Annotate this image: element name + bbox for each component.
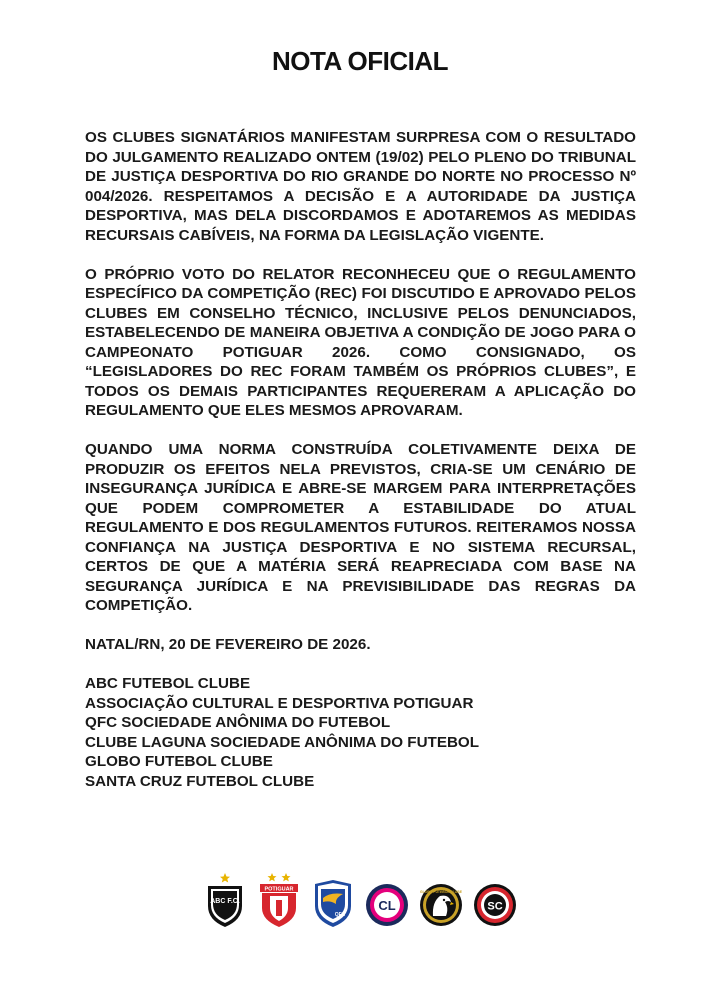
globo-crest-icon [418, 872, 464, 928]
signatory-item: ABC FUTEBOL CLUBE [85, 675, 251, 692]
svg-text:SC: SC [487, 900, 503, 913]
statement-paragraph-1: OS CLUBES SIGNATÁRIOS MANIFESTAM SURPRESA COM O RESULTADO DO JULGAMENTO REALIZADO ONTEM (19/02) PELO PLENO DO TRIBUNAL DE JUSTIÇA DESPORTIVA DO RIO GRANDE DO NORTE NO PROCESSO Nº 004/2026. RESPEITAMOS A DECISÃO E A AUTORIDADE DA JUSTIÇA DESPORTIVA, MAS DELA DISCORDAMOS E ADOTAREMOS AS MEDIDAS RECURSAIS CABÍVEIS, NA FORMA DA LEGISLAÇÃO VIGENTE. [85, 129, 636, 244]
date-line: NATAL/RN, 20 DE FEVEREIRO DE 2026. [85, 636, 371, 653]
signatory-item: GLOBO FUTEBOL CLUBE [85, 753, 273, 770]
statement-paragraph-2: O PRÓPRIO VOTO DO RELATOR RECONHECEU QUE O REGULAMENTO ESPECÍFICO DA COMPETIÇÃO (REC) FOI DISCUTIDO E APROVADO PELOS CLUBES EM CONSELHO TÉCNICO, INCLUSIVE PELOS DENUNCIADOS, ESTABELECENDO DE MANEIRA OBJETIVA A CONDIÇÃO DE JOGO PARA O CAMPEONATO POTIGUAR 2026. COMO CONSIGNADO, OS “LEGISLADORES DO REC FORAM TAMBÉM OS PRÓPRIOS CLUBES”, E TODOS OS DEMAIS PARTICIPANTES REQUERERAM A APLICAÇÃO DO REGULAMENTO QUE ELES MESMOS APROVARAM. [85, 265, 636, 419]
signatory-list [85, 674, 636, 791]
signatory-item: CLUBE LAGUNA SOCIEDADE ANÔNIMA DO FUTEBOL [85, 733, 480, 751]
page-title: NOTA OFICIAL [272, 46, 448, 76]
statement-body [85, 128, 636, 791]
santa-cruz-crest-icon [472, 872, 518, 928]
potiguar-crest-icon [256, 872, 302, 928]
svg-text:ABC F.C.: ABC F.C. [210, 898, 240, 905]
svg-text:GLOBO FUTEBOL CLUBE: GLOBO FUTEBOL CLUBE [420, 890, 462, 894]
club-logos-row [0, 872, 720, 928]
laguna-crest-icon [364, 872, 410, 928]
signatory-item: SANTA CRUZ FUTEBOL CLUBE [85, 772, 315, 790]
svg-text:POTIGUAR: POTIGUAR [264, 886, 294, 893]
qfc-crest-icon [310, 872, 356, 928]
abc-crest-icon [202, 872, 248, 928]
svg-text:QFC: QFC [334, 912, 346, 918]
signatory-item: QFC SOCIEDADE ANÔNIMA DO FUTEBOL [85, 714, 391, 731]
signatory-item: ASSOCIAÇÃO CULTURAL E DESPORTIVA POTIGUAR [85, 694, 474, 712]
statement-paragraph-3: QUANDO UMA NORMA CONSTRUÍDA COLETIVAMENTE DEIXA DE PRODUZIR OS EFEITOS NELA PREVISTOS, CRIA-SE UM CENÁRIO DE INSEGURANÇA JURÍDICA E ABRE-SE MARGEM PARA INTERPRETAÇÕES QUE PODEM COMPROMETER A ESTABILIDADE DO ATUAL REGULAMENTO E DOS REGULAMENTOS FUTUROS. REITERAMOS NOSSA CONFIANÇA NA JUSTIÇA DESPORTIVA E NO SISTEMA RECURSAL, CERTOS DE QUE A MATÉRIA SERÁ REAPRECIADA COM BASE NA SEGURANÇA JURÍDICA E NA PREVISIBILIDADE DAS REGRAS DA COMPETIÇÃO. [85, 441, 636, 614]
svg-text:CL: CL [378, 898, 396, 913]
